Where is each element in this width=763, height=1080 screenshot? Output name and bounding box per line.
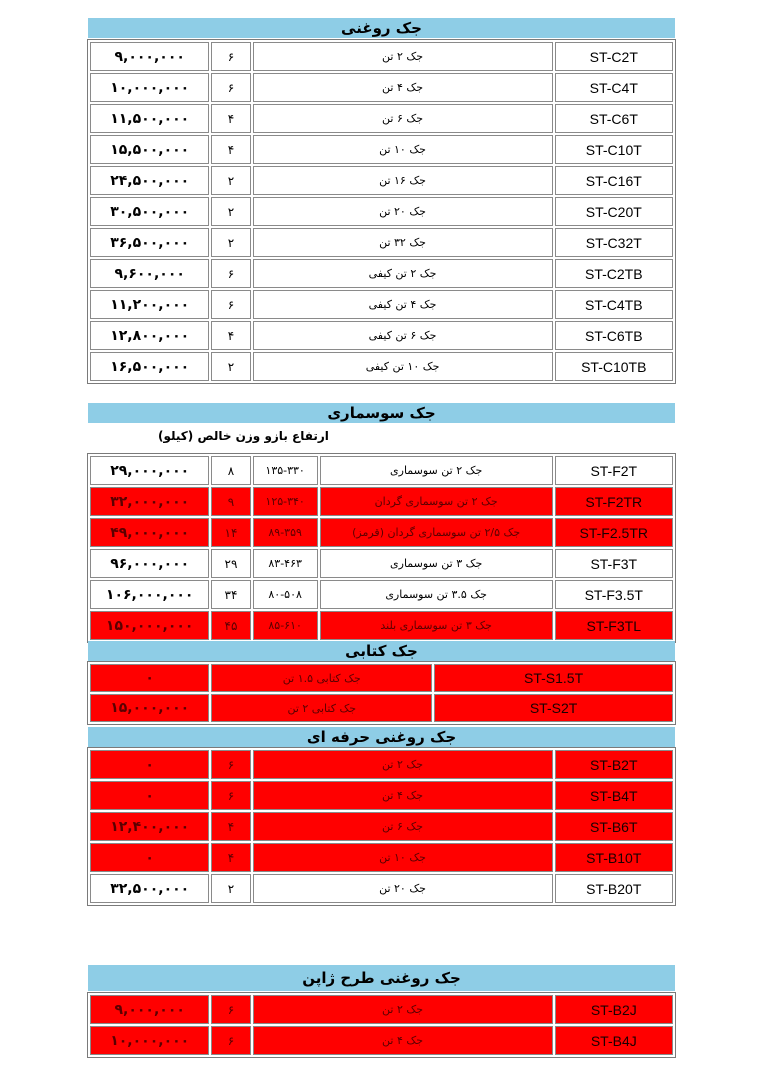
product-code-cell: ST-C16T (555, 166, 673, 195)
price-cell: ۰ (90, 664, 209, 692)
quantity-cell: ۲ (211, 228, 250, 257)
product-code-cell: ST-C20T (555, 197, 673, 226)
description-cell: جک ۳ تن سوسماری بلند (320, 611, 553, 640)
table-row (90, 874, 673, 903)
price-cell: ۰ (90, 843, 209, 872)
price-cell: ۰ (90, 781, 209, 810)
price-cell: ۰ (90, 750, 209, 779)
quantity-cell: ۴ (211, 812, 250, 841)
description-cell: جک کتابی ۲ تن (211, 694, 432, 722)
description-cell: جک ۲ تن (253, 750, 553, 779)
quantity-cell: ۴ (211, 104, 250, 133)
table-row (90, 664, 673, 692)
section-floor-jacks (88, 403, 675, 643)
table-row (90, 135, 673, 164)
price-cell: ۱۰,۰۰۰,۰۰۰ (90, 1026, 209, 1055)
product-code-cell: ST-C10TB (555, 352, 673, 381)
section-japanese-jacks (88, 965, 675, 1058)
table-row (90, 781, 673, 810)
price-cell: ۹,۰۰۰,۰۰۰ (90, 42, 209, 71)
price-table (87, 39, 676, 384)
product-code-cell: ST-B4T (555, 781, 673, 810)
quantity-cell: ۲ (211, 197, 250, 226)
section-pro-hydraulic-jacks (88, 727, 675, 906)
description-cell: جک ۲/۵ تن سوسماری گردان (قرمز) (320, 518, 553, 547)
table-row (90, 290, 673, 319)
price-cell: ۴۹,۰۰۰,۰۰۰ (90, 518, 209, 547)
quantity-cell: ۶ (211, 259, 250, 288)
price-table (87, 992, 676, 1058)
price-cell: ۳۲,۰۰۰,۰۰۰ (90, 487, 209, 516)
description-cell: جک ۳.۵ تن سوسماری (320, 580, 553, 609)
price-cell: ۲۹,۰۰۰,۰۰۰ (90, 456, 209, 485)
price-table (87, 661, 676, 725)
price-cell: ۱۲,۴۰۰,۰۰۰ (90, 812, 209, 841)
price-cell: ۱۵۰,۰۰۰,۰۰۰ (90, 611, 209, 640)
description-cell: جک ۳۲ تن (253, 228, 553, 257)
table-row (90, 549, 673, 578)
table-row (90, 352, 673, 381)
description-cell: جک ۱۰ تن (253, 135, 553, 164)
product-code-cell: ST-F3.5T (555, 580, 673, 609)
price-cell: ۹۶,۰۰۰,۰۰۰ (90, 549, 209, 578)
quantity-cell: ۱۴ (211, 518, 250, 547)
arm-height-cell: ۸۰-۵۰۸ (253, 580, 318, 609)
description-cell: جک کتابی ۱.۵ تن (211, 664, 432, 692)
table-row (90, 42, 673, 71)
table-row (90, 694, 673, 722)
section-hydraulic-jacks (88, 18, 675, 384)
product-code-cell: ST-C4TB (555, 290, 673, 319)
section-scissor-jacks (88, 641, 675, 725)
product-code-cell: ST-F2TR (555, 487, 673, 516)
table-row (90, 995, 673, 1024)
price-cell: ۱۱,۲۰۰,۰۰۰ (90, 290, 209, 319)
description-cell: جک ۱۰ تن کیفی (253, 352, 553, 381)
arm-height-cell: ۸۵-۶۱۰ (253, 611, 318, 640)
table-row (90, 750, 673, 779)
column-subheader: ارتفاع بازو وزن خالص (کیلو) (158, 429, 329, 443)
description-cell: جک ۶ تن (253, 812, 553, 841)
table-row (90, 1026, 673, 1055)
description-cell: جک ۲ تن سوسماری گردان (320, 487, 553, 516)
table-row (90, 580, 673, 609)
table-row (90, 197, 673, 226)
arm-height-cell: ۸۹-۳۵۹ (253, 518, 318, 547)
product-code-cell: ST-F3TL (555, 611, 673, 640)
arm-height-cell: ۱۳۵-۳۳۰ (253, 456, 318, 485)
quantity-cell: ۹ (211, 487, 250, 516)
price-cell: ۱۱,۵۰۰,۰۰۰ (90, 104, 209, 133)
price-cell: ۳۶,۵۰۰,۰۰۰ (90, 228, 209, 257)
description-cell: جک ۲۰ تن (253, 874, 553, 903)
table-row (90, 259, 673, 288)
table-row (90, 456, 673, 485)
product-code-cell: ST-C2T (555, 42, 673, 71)
table-row (90, 518, 673, 547)
quantity-cell: ۲۹ (211, 549, 250, 578)
quantity-cell: ۶ (211, 781, 250, 810)
price-cell: ۹,۶۰۰,۰۰۰ (90, 259, 209, 288)
description-cell: جک ۴ تن کیفی (253, 290, 553, 319)
price-cell: ۱۵,۵۰۰,۰۰۰ (90, 135, 209, 164)
product-code-cell: ST-F2.5TR (555, 518, 673, 547)
price-cell: ۹,۰۰۰,۰۰۰ (90, 995, 209, 1024)
quantity-cell: ۶ (211, 73, 250, 102)
product-code-cell: ST-B2J (555, 995, 673, 1024)
table-row (90, 166, 673, 195)
description-cell: جک ۳ تن سوسماری (320, 549, 553, 578)
product-code-cell: ST-C6T (555, 104, 673, 133)
section-title: جک روغنی حرفه ای (88, 727, 675, 747)
price-cell: ۱۶,۵۰۰,۰۰۰ (90, 352, 209, 381)
description-cell: جک ۲ تن کیفی (253, 259, 553, 288)
product-code-cell: ST-C10T (555, 135, 673, 164)
quantity-cell: ۸ (211, 456, 250, 485)
product-code-cell: ST-C4T (555, 73, 673, 102)
quantity-cell: ۲ (211, 352, 250, 381)
product-code-cell: ST-B4J (555, 1026, 673, 1055)
table-row (90, 228, 673, 257)
table-row (90, 487, 673, 516)
product-code-cell: ST-C32T (555, 228, 673, 257)
section-title: جک روغنی (88, 18, 675, 38)
quantity-cell: ۲ (211, 166, 250, 195)
quantity-cell: ۴ (211, 135, 250, 164)
arm-height-cell: ۱۲۵-۳۴۰ (253, 487, 318, 516)
description-cell: جک ۱۰ تن (253, 843, 553, 872)
price-cell: ۳۰,۵۰۰,۰۰۰ (90, 197, 209, 226)
price-cell: ۱۲,۸۰۰,۰۰۰ (90, 321, 209, 350)
product-code-cell: ST-B2T (555, 750, 673, 779)
description-cell: جک ۴ تن (253, 1026, 553, 1055)
table-row (90, 843, 673, 872)
table-row (90, 321, 673, 350)
description-cell: جک ۱۶ تن (253, 166, 553, 195)
description-cell: جک ۲۰ تن (253, 197, 553, 226)
product-code-cell: ST-S1.5T (434, 664, 673, 692)
product-code-cell: ST-C2TB (555, 259, 673, 288)
description-cell: جک ۲ تن سوسماری (320, 456, 553, 485)
description-cell: جک ۲ تن (253, 995, 553, 1024)
quantity-cell: ۶ (211, 1026, 250, 1055)
price-cell: ۱۵,۰۰۰,۰۰۰ (90, 694, 209, 722)
table-row (90, 104, 673, 133)
product-code-cell: ST-B10T (555, 843, 673, 872)
price-cell: ۳۲,۵۰۰,۰۰۰ (90, 874, 209, 903)
quantity-cell: ۶ (211, 290, 250, 319)
description-cell: جک ۴ تن (253, 73, 553, 102)
quantity-cell: ۶ (211, 995, 250, 1024)
price-cell: ۱۰۶,۰۰۰,۰۰۰ (90, 580, 209, 609)
quantity-cell: ۶ (211, 42, 250, 71)
product-code-cell: ST-F2T (555, 456, 673, 485)
table-row (90, 611, 673, 640)
section-title: جک کتابی (88, 641, 675, 661)
description-cell: جک ۴ تن (253, 781, 553, 810)
description-cell: جک ۶ تن کیفی (253, 321, 553, 350)
description-cell: جک ۲ تن (253, 42, 553, 71)
quantity-cell: ۲ (211, 874, 250, 903)
price-cell: ۱۰,۰۰۰,۰۰۰ (90, 73, 209, 102)
section-title: جک روغنی طرح ژاپن (88, 965, 675, 991)
product-code-cell: ST-F3T (555, 549, 673, 578)
description-cell: جک ۶ تن (253, 104, 553, 133)
arm-height-cell: ۸۳-۴۶۳ (253, 549, 318, 578)
product-code-cell: ST-S2T (434, 694, 673, 722)
section-title: جک سوسماری (88, 403, 675, 423)
quantity-cell: ۳۴ (211, 580, 250, 609)
price-table (87, 747, 676, 906)
price-table (87, 453, 676, 643)
quantity-cell: ۴۵ (211, 611, 250, 640)
quantity-cell: ۶ (211, 750, 250, 779)
table-row (90, 812, 673, 841)
table-row (90, 73, 673, 102)
price-cell: ۲۴,۵۰۰,۰۰۰ (90, 166, 209, 195)
product-code-cell: ST-B20T (555, 874, 673, 903)
product-code-cell: ST-B6T (555, 812, 673, 841)
quantity-cell: ۴ (211, 843, 250, 872)
quantity-cell: ۴ (211, 321, 250, 350)
product-code-cell: ST-C6TB (555, 321, 673, 350)
